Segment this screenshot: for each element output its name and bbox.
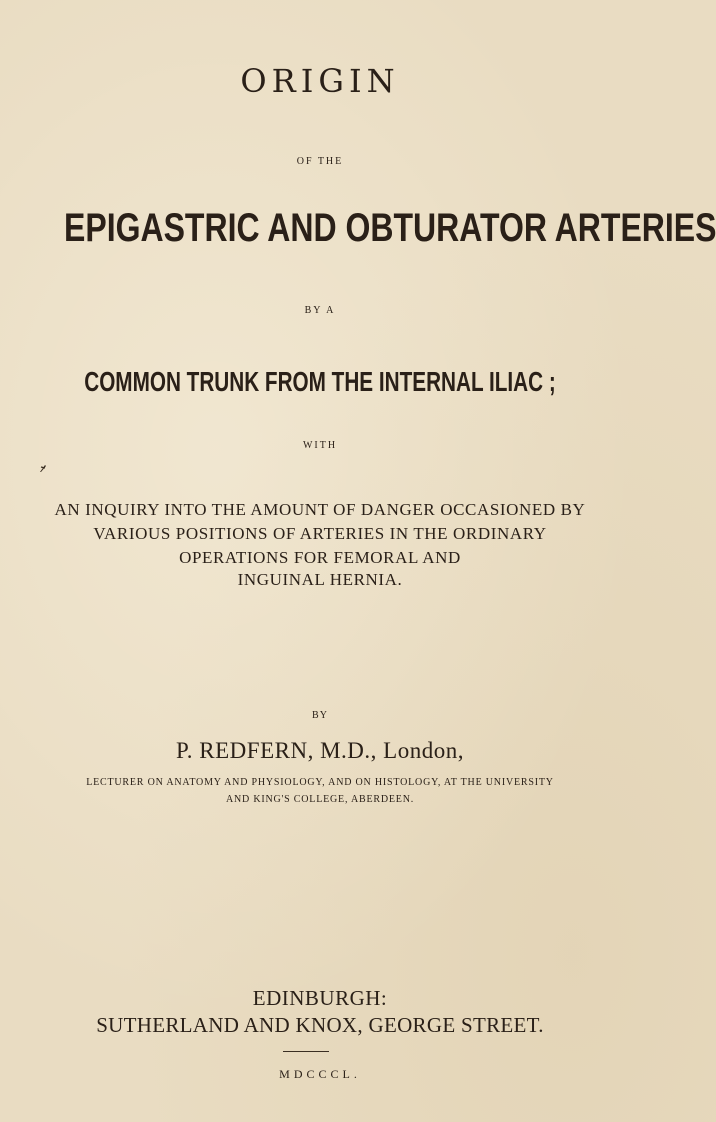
author-title-line: AND KING'S COLLEGE, ABERDEEN. [225, 794, 415, 805]
publication-city: EDINBURGH: [252, 986, 388, 1010]
by-text: BY [312, 710, 328, 721]
author-name: P. REDFERN, M.D., London, [176, 738, 464, 763]
inquiry-line: INGUINAL HERNIA. [237, 570, 403, 589]
divider-rule [283, 1051, 329, 1052]
origin-heading: ORIGIN [240, 62, 400, 100]
publisher-line: SUTHERLAND AND KNOX, GEORGE STREET. [96, 1013, 544, 1037]
with-text: WITH [302, 440, 338, 451]
of-the-text: OF THE [296, 156, 344, 167]
ink-mark-decoration [39, 463, 47, 473]
main-title: EPIGASTRIC AND OBTURATOR ARTERIES [64, 206, 716, 250]
by-a-text: BY A [304, 305, 336, 316]
inquiry-line: VARIOUS POSITIONS OF ARTERIES IN THE ORDINARY [93, 524, 547, 543]
author-title-line: LECTURER ON ANATOMY AND PHYSIOLOGY, AND ON HISTOLOGY, AT THE UNIVERSITY [86, 777, 554, 788]
subtitle: COMMON TRUNK FROM THE INTERNAL ILIAC ; [84, 366, 556, 397]
inquiry-line: OPERATIONS FOR FEMORAL AND [179, 548, 461, 567]
inquiry-line: AN INQUIRY INTO THE AMOUNT OF DANGER OCCASIONED BY [54, 500, 586, 519]
publication-year: MDCCCL. [279, 1067, 361, 1081]
